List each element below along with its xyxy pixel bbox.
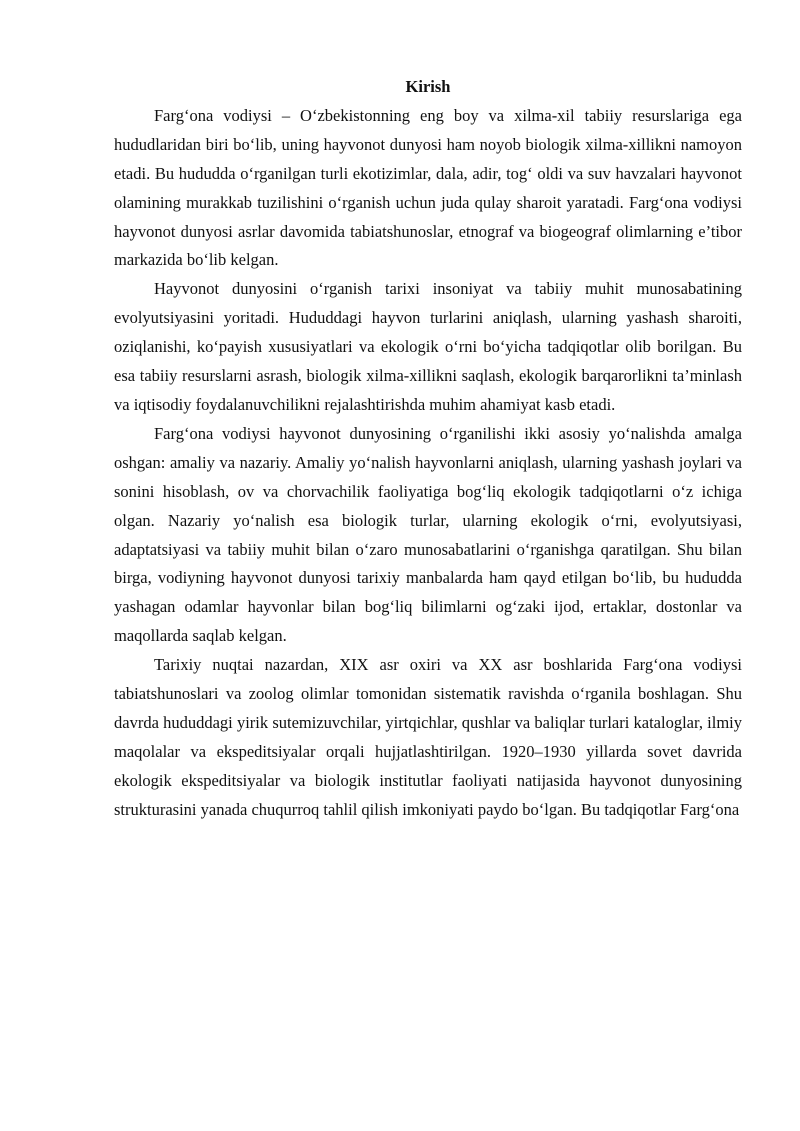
paragraph-3: Farg‘ona vodiysi hayvonot dunyosining o‘rganilishi ikki asosiy yo‘nalishda amalga oshgan: amaliy va nazariy. Amaliy yo‘nalish hayvonlarni aniqlash, ularning yashash joylari va sonini hisoblash, ov va chorvachilik faoliyatiga bog‘liq ekologik tadqiqotlarni o‘z ichiga olgan. Nazariy yo‘nalish esa biologik turlar, ularning ekologik o‘rni, evolyutsiyasi, adaptatsiyasi va tabiiy muhit bilan o‘zaro munosabatlarini o‘rganishga qaratilgan. Shu bilan birga, vodiyning hayvonot dunyosi tarixiy manbalarda ham qayd etilgan bo‘lib, bu hududda yashagan odamlar hayvonlar bilan bog‘liq bilimlarni og‘zaki ijod, ertaklar, dostonlar va maqollarda saqlab kelgan. <box>114 423 742 646</box>
page-title: Kirish <box>405 77 451 96</box>
document-body <box>114 73 742 825</box>
paragraph-4: Tarixiy nuqtai nazardan, XIX asr oxiri va XX asr boshlarida Farg‘ona vodiysi tabiatshunoslari va zoolog olimlar tomonidan sistematik ravishda o‘rganila boshlagan. Shu davrda hududdagi yirik sutemizuvchilar, yirtqichlar, qushlar va baliqlar turlari kataloglar, ilmiy maqolalar va ekspeditsiyalar orqali hujjatlashtirilgan. 1920–1930 yillarda sovet davrida ekologik ekspeditsiyalar va biologik institutlar faoliyati natijasida hayvonot dunyosining strukturasini yanada chuqurroq tahlil qilish imkoniyati paydo bo‘lgan. Bu tadqiqotlar Farg‘ona <box>114 655 742 819</box>
paragraph-2: Hayvonot dunyosini o‘rganish tarixi insoniyat va tabiiy muhit munosabatining evolyutsiyasini yoritadi. Hududdagi hayvon turlarini aniqlash, ularning yashash sharoiti, oziqlanishi, ko‘payish xususiyatlari va ekologik o‘rni bo‘yicha tadqiqotlar olib borilgan. Bu esa tabiiy resurslarni asrash, biologik xilma-xillikni saqlash, ekologik barqarorlikni ta’minlash va iqtisodiy foydalanuvchilikni rejalashtirishda muhim ahamiyat kasb etadi. <box>114 279 742 414</box>
paragraph-1: Farg‘ona vodiysi – O‘zbekistonning eng boy va xilma-xil tabiiy resurslariga ega hududlaridan biri bo‘lib, uning hayvonot dunyosi ham noyob biologik xilma-xillikni namoyon etadi. Bu hududda o‘rganilgan turli ekotizimlar, dala, adir, tog‘ oldi va suv havzalari hayvonot olamining murakkab tuzilishini o‘rganish uchun juda qulay sharoit yaratadi. Farg‘ona vodiysi hayvonot dunyosi asrlar davomida tabiatshunoslar, etnograf va biogeograf olimlarning e’tibor markazida bo‘lib kelgan. <box>114 105 742 270</box>
